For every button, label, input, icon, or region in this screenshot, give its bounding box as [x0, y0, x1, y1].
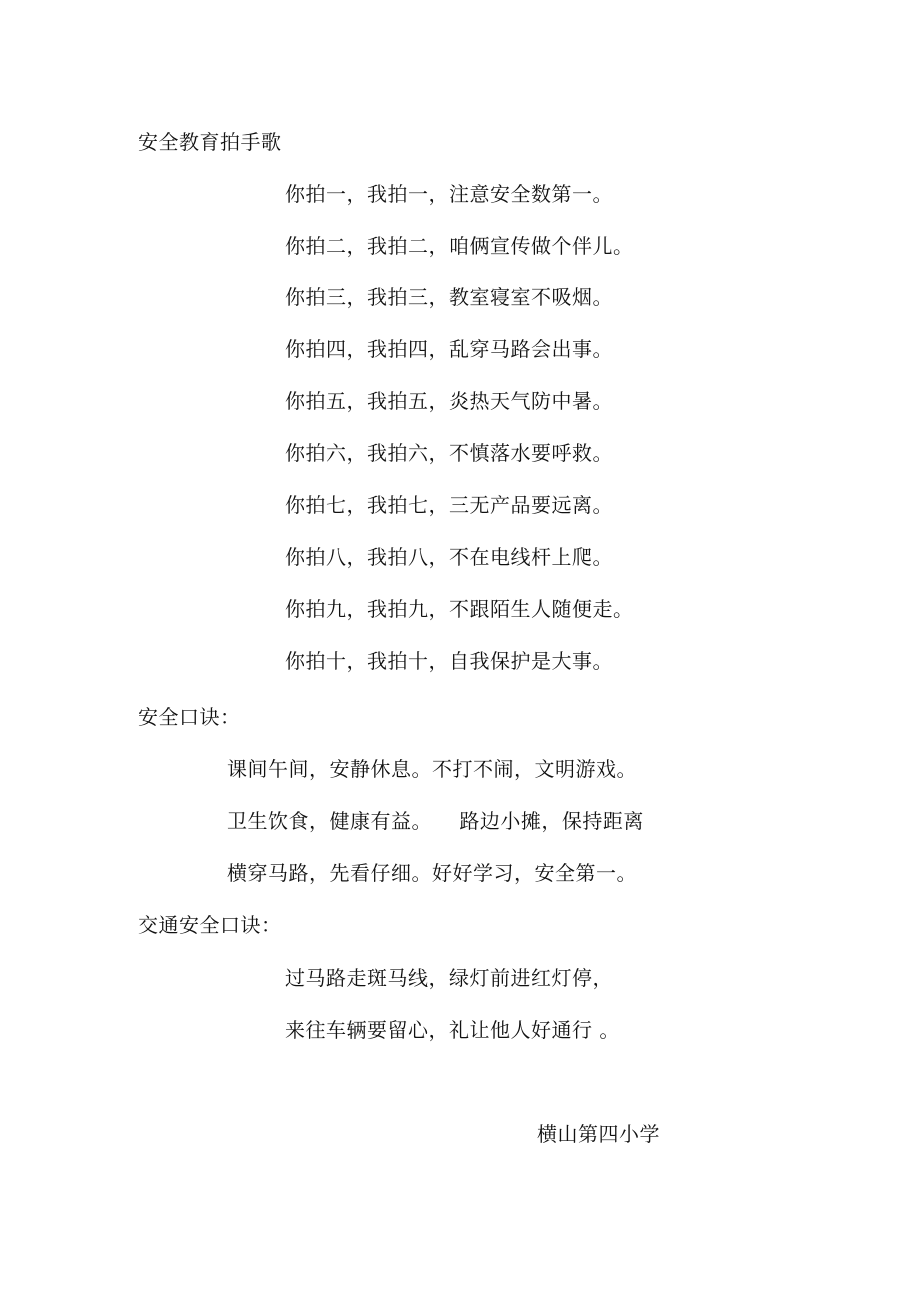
- chant-line-1: 你拍一，我拍一，注意安全数第一。: [285, 182, 613, 206]
- traffic-rhyme-line-1: 过马路走斑马线，绿灯前进红灯停，: [285, 966, 613, 990]
- chant-line-3: 你拍三，我拍三，教室寝室不吸烟。: [285, 285, 613, 309]
- chant-line-5: 你拍五，我拍五，炎热天气防中暑。: [285, 389, 613, 413]
- safety-rhyme-line-1: 课间午间，安静休息。不打不闹，文明游戏。: [227, 757, 637, 781]
- chant-line-10: 你拍十，我拍十，自我保护是大事。: [285, 649, 613, 673]
- section-title-safety-rhyme: 安全口诀：: [138, 705, 241, 729]
- section-title-clapping-song: 安全教育拍手歌: [138, 130, 282, 154]
- chant-line-7: 你拍七，我拍七，三无产品要远离。: [285, 493, 613, 517]
- safety-rhyme-line-2: 卫生饮食，健康有益。 路边小摊，保持距离: [227, 809, 644, 833]
- traffic-rhyme-line-2: 来往车辆要留心，礼让他人好通行 。: [285, 1018, 620, 1042]
- chant-line-4: 你拍四，我拍四，乱穿马路会出事。: [285, 337, 613, 361]
- chant-line-6: 你拍六，我拍六，不慎落水要呼救。: [285, 441, 613, 465]
- school-signature: 横山第四小学: [537, 1122, 660, 1146]
- chant-line-2: 你拍二，我拍二，咱俩宣传做个伴儿。: [285, 234, 634, 258]
- safety-rhyme-line-3: 横穿马路，先看仔细。好好学习，安全第一。: [227, 861, 637, 885]
- section-title-traffic-rhyme: 交通安全口诀：: [138, 913, 282, 937]
- chant-line-8: 你拍八，我拍八，不在电线杆上爬。: [285, 545, 613, 569]
- chant-line-9: 你拍九，我拍九，不跟陌生人随便走。: [285, 597, 634, 621]
